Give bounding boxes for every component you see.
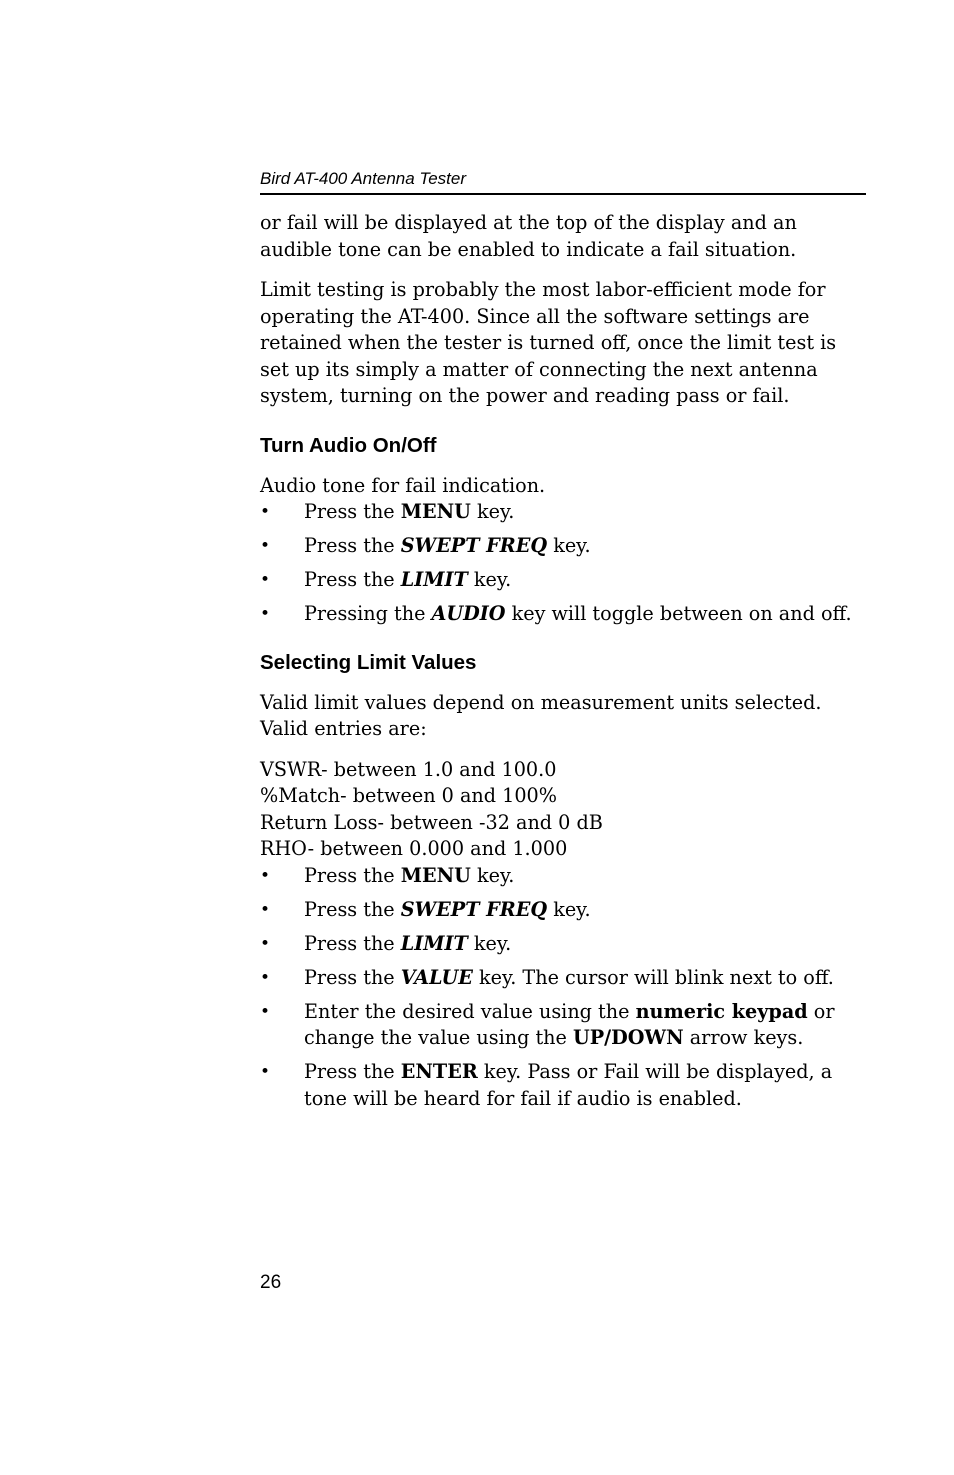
- bullet-icon: •: [260, 967, 271, 988]
- intro-paragraph-1: or fail will be displayed at the top of the display and an audible tone can be enabled to indicate a fail situation.: [260, 211, 797, 261]
- limit-section-description: Valid limit values depend on measurement units selected. Valid entries are:: [260, 690, 822, 740]
- key-name: SWEPT FREQ: [400, 534, 548, 557]
- bullet-icon: •: [260, 899, 271, 920]
- range-line: %Match- between 0 and 100%: [260, 784, 557, 807]
- key-name: numeric keypad: [635, 999, 808, 1023]
- bullet-icon: •: [260, 865, 271, 886]
- key-name: UP/DOWN: [573, 1026, 684, 1049]
- limit-section-heading: Selecting Limit Values: [260, 650, 477, 674]
- range-line: VSWR- between 1.0 and 100.0: [260, 757, 557, 781]
- list-item: • Press the SWEPT FREQ key.: [260, 897, 866, 924]
- bullet-icon: •: [260, 933, 271, 954]
- list-item: • Press the ENTER key. Pass or Fail will be displayed, a tone will be heard for fail if audio is enabled.: [260, 1060, 833, 1110]
- list-item: • Enter the desired value using the numeric keypad or change the value using the UP/DOWN arrow keys.: [260, 999, 835, 1049]
- list-item: • Press the MENU key.: [260, 499, 866, 526]
- list-item: • Pressing the AUDIO key will toggle between on and off.: [260, 601, 866, 628]
- page-content: [260, 168, 866, 1112]
- range-line: RHO- between 0.000 and 1.000: [260, 837, 568, 860]
- key-name: LIMIT: [400, 568, 468, 591]
- list-item: • Press the LIMIT key.: [260, 931, 866, 958]
- audio-section-heading: Turn Audio On/Off: [260, 433, 437, 457]
- audio-steps-list: [260, 499, 866, 628]
- bullet-icon: •: [260, 604, 271, 624]
- key-name: VALUE: [400, 965, 473, 989]
- audio-section-description: Audio tone for fail indication.: [260, 473, 546, 497]
- list-item: • Press the LIMIT key.: [260, 567, 866, 594]
- key-name: MENU: [400, 863, 471, 887]
- limit-steps-list: [260, 863, 866, 1113]
- bullet-icon: •: [260, 1062, 271, 1082]
- intro-paragraph-2: Limit testing is probably the most labor-efficient mode for operating the AT-400. Since all the software settings are retained when the tester is turned off, once the limit test is set up its simply a matter of connecting the next antenna system, turning on the power and reading pass or fail.: [260, 278, 837, 407]
- key-name: AUDIO: [431, 602, 506, 625]
- bullet-icon: •: [260, 570, 271, 590]
- limit-ranges: [260, 757, 866, 863]
- running-header: Bird AT-400 Antenna Tester: [260, 168, 866, 195]
- bullet-icon: •: [260, 536, 271, 556]
- key-name: MENU: [400, 500, 471, 523]
- list-item: • Press the MENU key.: [260, 863, 866, 890]
- range-line: Return Loss- between -32 and 0 dB: [260, 810, 603, 834]
- bullet-icon: •: [260, 1001, 271, 1022]
- key-name: LIMIT: [400, 931, 468, 955]
- list-item: • Press the VALUE key. The cursor will blink next to off.: [260, 965, 866, 992]
- key-name: ENTER: [400, 1060, 478, 1083]
- key-name: SWEPT FREQ: [400, 897, 548, 921]
- list-item: • Press the SWEPT FREQ key.: [260, 533, 866, 560]
- bullet-icon: •: [260, 502, 271, 522]
- page-number: 26: [260, 1272, 282, 1293]
